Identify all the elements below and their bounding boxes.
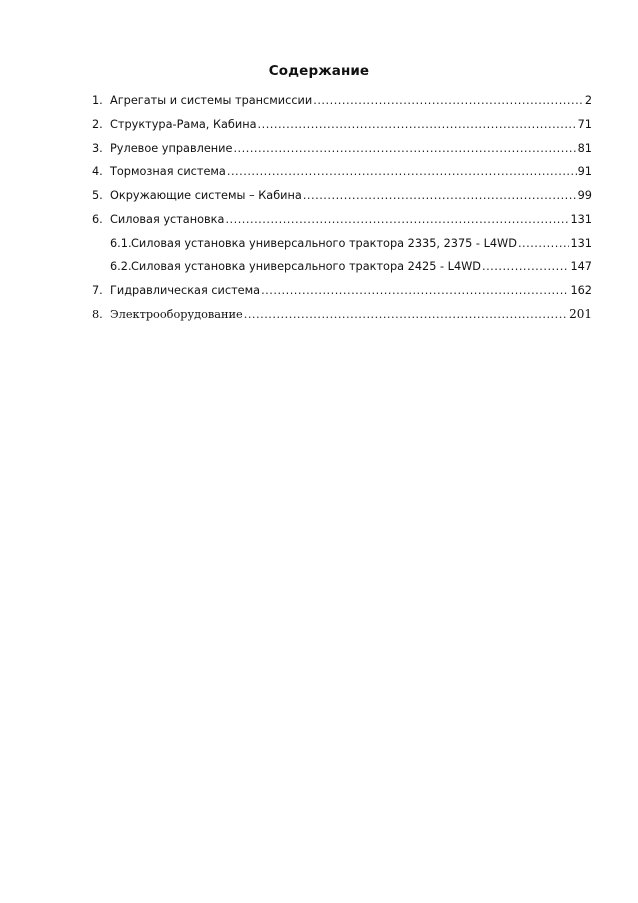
- toc-leader-dots: [303, 188, 577, 203]
- toc-entry-page: 91: [577, 165, 592, 178]
- toc-entry-number: 6.2.: [110, 260, 132, 273]
- toc-leader-dots: [313, 93, 584, 108]
- toc-leader-dots: [227, 164, 577, 179]
- toc-entry-page: 99: [577, 189, 592, 202]
- toc-entry-text: Тормозная система: [110, 165, 226, 178]
- toc-leader-dots: [233, 141, 576, 156]
- toc-entry-text: Силовая установка универсального трактора 2425 - L4WD: [131, 260, 481, 273]
- toc-title: Содержание: [268, 63, 370, 79]
- toc-entry-number: 2.: [92, 118, 103, 131]
- toc-entry-number: 8.: [92, 308, 103, 321]
- toc-entry-6-1[interactable]: [110, 236, 592, 251]
- toc-entry-3[interactable]: [92, 141, 592, 156]
- toc-leader-dots: [261, 283, 569, 298]
- toc-entry-number: 4.: [92, 165, 103, 178]
- toc-leader-dots: [244, 307, 568, 322]
- toc-entry-page: 81: [577, 142, 592, 155]
- toc-entry-page: 131: [570, 213, 592, 226]
- toc-entry-number: 5.: [92, 189, 103, 202]
- toc-entry-text: Силовая установка универсального трактора 2335, 2375 - L4WD: [131, 237, 517, 250]
- toc-entry-number: 7.: [92, 284, 103, 297]
- toc-entry-page: 131: [570, 237, 592, 250]
- toc-entry-text: Агрегаты и системы трансмиссии: [110, 94, 313, 107]
- toc-entry-page: 201: [569, 307, 592, 321]
- toc-entry-text: Окружающие системы – Кабина: [110, 189, 302, 202]
- toc-entry-6[interactable]: [92, 212, 592, 227]
- toc-entry-number: 1.: [92, 94, 103, 107]
- toc-entry-number: 6.1.: [110, 237, 132, 250]
- toc-entry-1[interactable]: [92, 93, 592, 108]
- toc-entry-6-2[interactable]: [110, 259, 592, 274]
- toc-entry-4[interactable]: [92, 164, 592, 179]
- toc-entry-text: Структура-Рама, Кабина: [110, 118, 257, 131]
- toc-entry-page: 162: [570, 284, 592, 297]
- toc-leader-dots: [482, 259, 569, 274]
- toc-entry-page: 147: [570, 260, 592, 273]
- toc-entry-text: Электрооборудование: [110, 308, 243, 321]
- toc-entry-number: 3.: [92, 142, 103, 155]
- toc-entry-7[interactable]: [92, 283, 592, 298]
- toc-entry-text: Силовая установка: [110, 213, 225, 226]
- toc-entry-8[interactable]: [92, 307, 592, 322]
- toc-entry-5[interactable]: [92, 188, 592, 203]
- toc-entry-2[interactable]: [92, 117, 592, 132]
- toc-leader-dots: [225, 212, 569, 227]
- toc-entry-page: 71: [577, 118, 592, 131]
- toc-leader-dots: [518, 236, 570, 251]
- toc-entry-text: Рулевое управление: [110, 142, 233, 155]
- toc-entry-number: 6.: [92, 213, 103, 226]
- toc-leader-dots: [258, 117, 577, 132]
- toc-entry-text: Гидравлическая система: [110, 284, 261, 297]
- toc-entry-page: 2: [584, 94, 592, 107]
